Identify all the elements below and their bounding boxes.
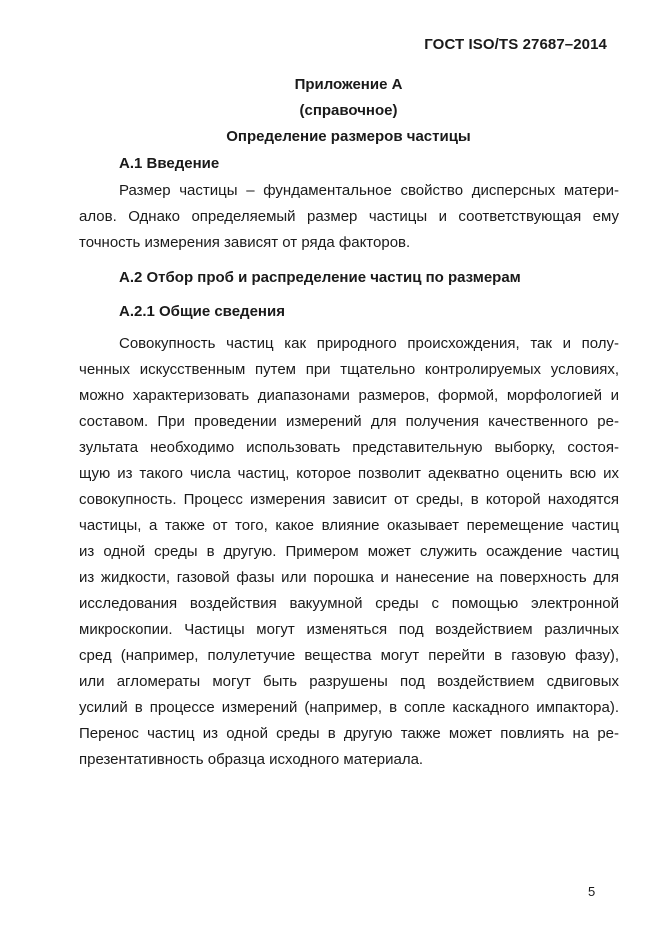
page-number: 5 [588, 884, 596, 899]
section-heading-intro: А.1 Введение [119, 155, 220, 172]
annex-type: (справочное) [299, 102, 398, 119]
paragraph-line: можно характеризовать диапазонами размеров, формой, морфологией и [79, 387, 619, 404]
paragraph-line: усилий в процессе измерений (например, в сопле каскадного импактора). [79, 699, 619, 716]
paragraph-line: из жидкости, газовой фазы или порошка и нанесение на поверхность для [79, 569, 619, 586]
paragraph-line: совокупность. Процесс измерения зависит от среды, в которой находятся [79, 491, 619, 508]
paragraph-line: составом. При проведении измерений для получения качественного ре- [79, 413, 619, 430]
paragraph-line: зультата необходимо использовать представительную выборку, состоя- [79, 439, 619, 456]
intro-paragraph [79, 178, 619, 256]
general-paragraph [79, 331, 619, 773]
paragraph-line: Совокупность частиц как природного происхождения, так и полу- [119, 335, 619, 352]
paragraph-line: или агломераты могут быть разрушены под воздействием сдвиговых [79, 673, 619, 690]
paragraph-line: ченных искусственным путем при тщательно контролируемых условиях, [79, 361, 619, 378]
paragraph-line: презентативность образца исходного материала. [79, 751, 424, 768]
standard-code-header: ГОСТ ISO/TS 27687–2014 [424, 36, 607, 53]
paragraph-line: Перенос частиц из одной среды в другую также может повлиять на ре- [79, 725, 619, 742]
annex-title: Приложение А [294, 76, 403, 93]
paragraph-line: сред (например, полулетучие вещества могут перейти в газовую фазу), [79, 647, 619, 664]
annex-name: Определение размеров частицы [226, 128, 471, 145]
paragraph-line: Размер частицы – фундаментальное свойство дисперсных матери- [119, 182, 619, 199]
paragraph-line: исследования воздействия вакуумной среды с помощью электронной [79, 595, 619, 612]
section-heading-sampling: А.2 Отбор проб и распределение частиц по размерам [119, 269, 521, 286]
paragraph-line: из одной среды в другую. Примером может служить осаждение частиц [79, 543, 619, 560]
paragraph-line: алов. Однако определяемый размер частицы и соответствующая ему [79, 208, 619, 225]
section-heading-general: А.2.1 Общие сведения [119, 303, 285, 320]
paragraph-line: частицы, а также от того, какое влияние оказывает перемещение частиц [79, 517, 619, 534]
paragraph-line: микроскопии. Частицы могут изменяться под воздействием различных [79, 621, 619, 638]
paragraph-line: точность измерения зависят от ряда факторов. [79, 234, 411, 251]
paragraph-line: щую из такого числа частиц, которое позволит адекватно оценить всю их [79, 465, 619, 482]
